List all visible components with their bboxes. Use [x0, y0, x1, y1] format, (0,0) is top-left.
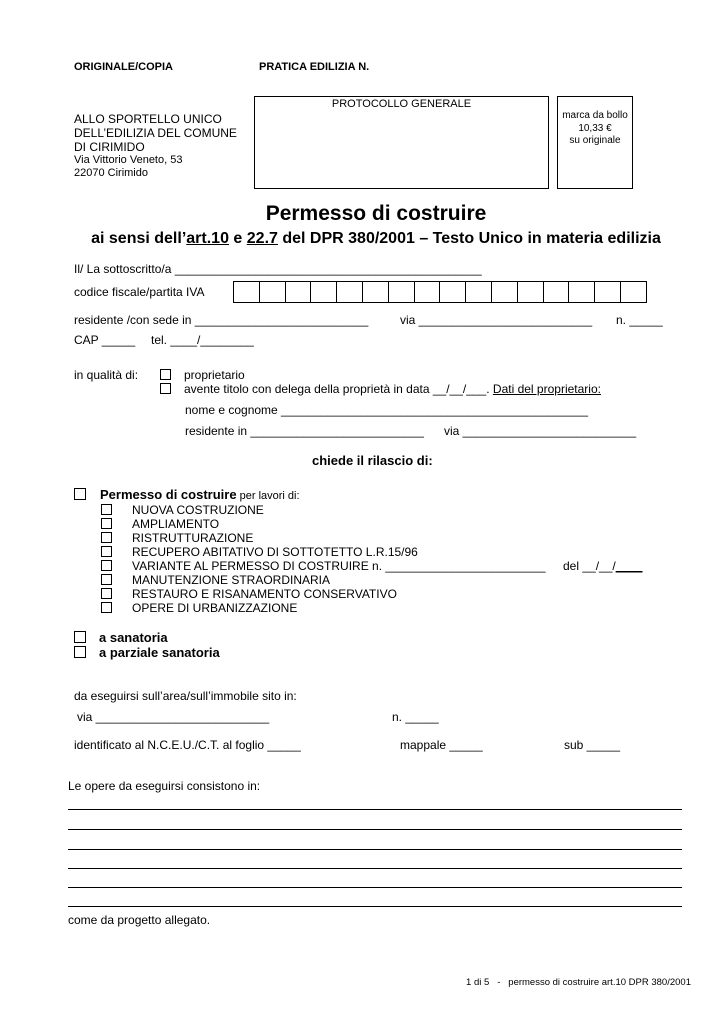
marca-da-bollo-box — [557, 96, 633, 189]
variante-date-field[interactable]: del __/__/____ — [563, 559, 643, 573]
opere-line[interactable] — [68, 849, 682, 850]
page-footer: 1 di 5 - permesso di costruire art.10 DPR 380/2001 — [466, 977, 691, 988]
lavori-item-urbanizzazione[interactable]: OPERE DI URBANIZZAZIONE — [101, 601, 297, 615]
page-subtitle: ai sensi dell’art.10 e 22.7 del DPR 380/2001 – Testo Unico in materia edilizia — [91, 230, 661, 247]
sanatoria-option[interactable]: a sanatoria — [74, 630, 168, 645]
cap-field[interactable]: CAP _____ — [74, 333, 136, 347]
stamp-line-3: su originale — [569, 135, 621, 146]
recipient-city: 22070 Cirimido — [74, 167, 148, 179]
codice-fiscale-grid[interactable] — [233, 281, 647, 303]
checkbox[interactable] — [101, 532, 112, 543]
opere-intro: Le opere da eseguirsi consistono in: — [68, 779, 261, 793]
lavori-item-restauro[interactable]: RESTAURO E RISANAMENTO CONSERVATIVO — [101, 587, 397, 601]
page-title: Permesso di costruire — [265, 202, 487, 225]
checkbox[interactable] — [74, 631, 86, 643]
lavori-item-variante[interactable]: VARIANTE AL PERMESSO DI COSTRUIRE n. ________________________ — [101, 559, 546, 573]
checkbox[interactable] — [101, 560, 112, 571]
qualita-option-avente-titolo[interactable]: avente titolo con delega della proprietà in data __/__/___. Dati del proprietario: — [160, 382, 601, 396]
checkbox[interactable] — [160, 383, 171, 394]
recipient-line-1: ALLO SPORTELLO UNICO — [74, 112, 222, 126]
protocollo-label: PROTOCOLLO GENERALE — [331, 98, 472, 110]
checkbox[interactable] — [160, 369, 171, 380]
checkbox[interactable] — [101, 518, 112, 529]
recipient-line-2: DELL’EDILIZIA DEL COMUNE — [74, 126, 237, 140]
opere-outro: come da progetto allegato. — [68, 913, 211, 927]
originale-copia-label: ORIGINALE/COPIA — [74, 61, 174, 73]
checkbox[interactable] — [74, 646, 86, 658]
foglio-field[interactable]: identificato al N.C.E.U./C.T. al foglio _____ — [74, 738, 301, 752]
lavori-item-ampliamento[interactable]: AMPLIAMENTO — [101, 517, 219, 531]
lavori-item-recupero-sottotetto[interactable]: RECUPERO ABITATIVO DI SOTTOTETTO L.R.15/96 — [101, 545, 418, 559]
lavori-item-ristrutturazione[interactable]: RISTRUTTURAZIONE — [101, 531, 253, 545]
opere-line[interactable] — [68, 887, 682, 888]
recipient-address: Via Vittorio Veneto, 53 — [74, 154, 183, 166]
chiede-heading: chiede il rilascio di: — [312, 453, 433, 468]
checkbox[interactable] — [101, 504, 112, 515]
pratica-edilizia-label: PRATICA EDILIZIA N. — [259, 61, 370, 73]
checkbox[interactable] — [74, 488, 86, 500]
sottoscritto-field[interactable]: Il/ La sottoscritto/a ______________________________________________ — [74, 262, 482, 276]
proprietario-nome-field[interactable]: nome e cognome ______________________________________________ — [185, 403, 589, 417]
area-number-field[interactable]: n. _____ — [392, 710, 439, 724]
opere-line[interactable] — [68, 829, 682, 830]
parziale-sanatoria-option[interactable]: a parziale sanatoria — [74, 645, 220, 660]
qualita-label: in qualità di: — [74, 368, 139, 382]
opere-line[interactable] — [68, 906, 682, 907]
checkbox[interactable] — [101, 602, 112, 613]
opere-line[interactable] — [68, 868, 682, 869]
codice-fiscale-label: codice fiscale/partita IVA — [74, 285, 205, 299]
mappale-field[interactable]: mappale _____ — [400, 738, 483, 752]
recipient-line-3: DI CIRIMIDO — [74, 140, 145, 154]
area-intro: da eseguirsi sull’area/sull’immobile sito in: — [74, 689, 297, 703]
via-field[interactable]: via __________________________ — [400, 313, 593, 327]
residente-field[interactable]: residente /con sede in __________________________ — [74, 313, 369, 327]
checkbox[interactable] — [101, 546, 112, 557]
opere-line[interactable] — [68, 809, 682, 810]
protocollo-box — [254, 96, 549, 189]
checkbox[interactable] — [101, 574, 112, 585]
permesso-option[interactable]: Permesso di costruire per lavori di: — [74, 487, 300, 502]
lavori-item-manutenzione[interactable]: MANUTENZIONE STRAORDINARIA — [101, 573, 330, 587]
proprietario-residente-field[interactable]: residente in __________________________ — [185, 424, 424, 438]
checkbox[interactable] — [101, 588, 112, 599]
qualita-option-proprietario[interactable]: proprietario — [160, 368, 245, 382]
proprietario-via-field[interactable]: via __________________________ — [444, 424, 637, 438]
area-via-field[interactable]: via __________________________ — [77, 710, 270, 724]
stamp-line-1: marca da bollo — [562, 110, 628, 121]
lavori-item-nuova-costruzione[interactable]: NUOVA COSTRUZIONE — [101, 503, 264, 517]
tel-field[interactable]: tel. ____/________ — [151, 333, 254, 347]
stamp-line-2: 10,33 € — [578, 122, 612, 134]
civic-number-field[interactable]: n. _____ — [616, 313, 663, 327]
sub-field[interactable]: sub _____ — [564, 738, 621, 752]
